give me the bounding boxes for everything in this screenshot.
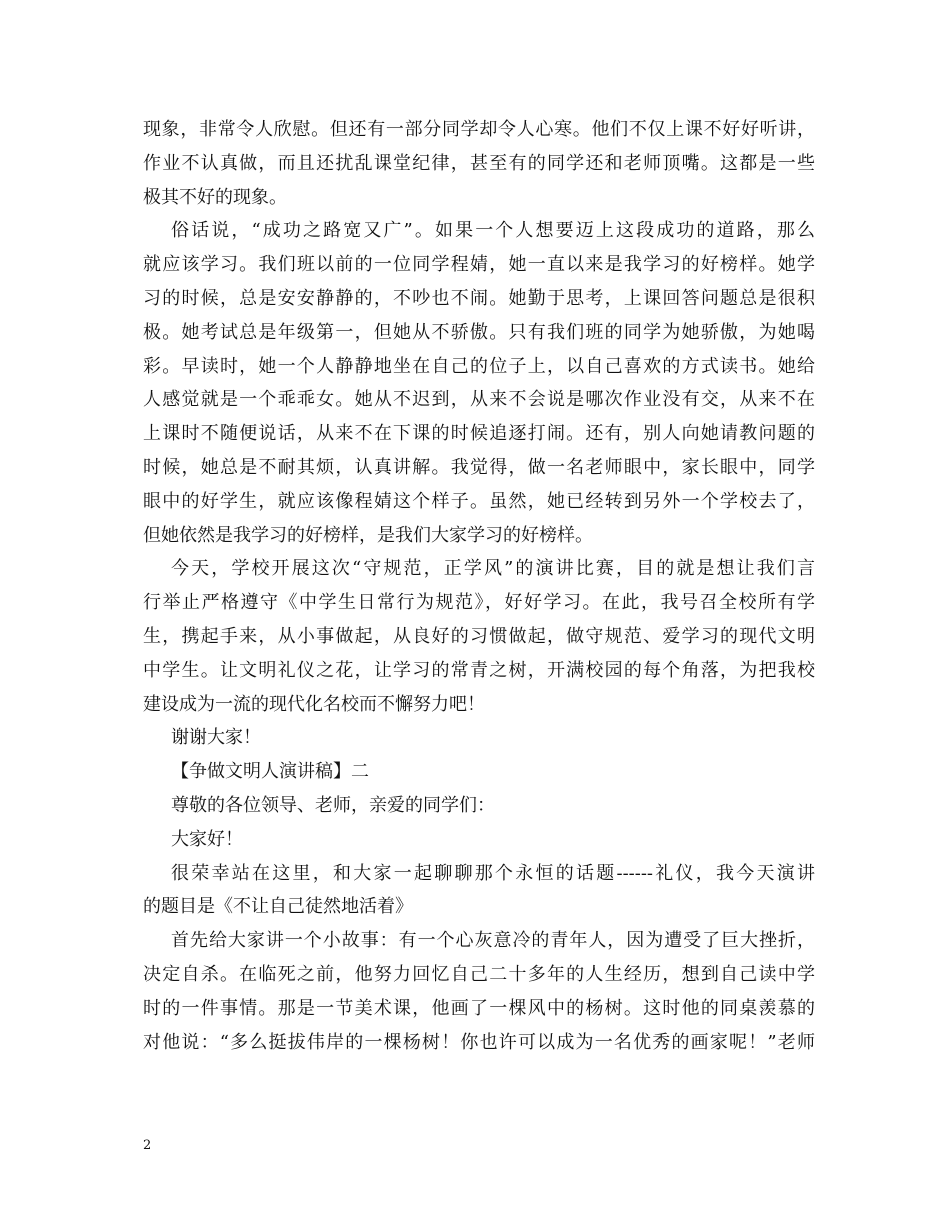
text-line: 人感觉就是一个乖乖女。她从不迟到，从来不会说是哪次作业没有交，从来不在 [143, 389, 815, 411]
text-line: 建设成为一流的现代化名校而不懈努力吧！ [143, 693, 485, 715]
text-line: 今天，学校开展这次“守规范，正学风”的演讲比赛，目的就是想让我们言 [171, 558, 815, 580]
text-line: 时的一件事情。那是一节美术课，他画了一棵风中的杨树。这时他的同桌羡慕的 [143, 997, 815, 1019]
text-line: 生，携起手来，从小事做起，从良好的习惯做起，做守规范、爱学习的现代文明 [143, 625, 815, 647]
text-line: 极其不好的现象。 [143, 186, 287, 208]
page-number: 2 [143, 1138, 152, 1153]
text-line: 的题目是《不让自己徒然地活着》 [143, 896, 413, 918]
text-line: 谢谢大家！ [171, 727, 261, 749]
text-line: 彩。早读时，她一个人静静地坐在自己的位子上，以自己喜欢的方式读书。她给 [143, 355, 815, 377]
body-text [143, 113, 815, 1059]
text-line: 俗话说，“成功之路宽又广”。如果一个人想要迈上这段成功的道路，那么 [171, 220, 815, 242]
text-line: 对他说：“多么挺拔伟岸的一棵杨树！你也许可以成为一名优秀的画家呢！”老师 [143, 1031, 815, 1053]
text-line: 现象，非常令人欣慰。但还有一部分同学却令人心寒。他们不仅上课不好好听讲， [143, 119, 815, 140]
text-line: 首先给大家讲一个小故事：有一个心灰意冷的青年人，因为遭受了巨大挫折， [171, 930, 815, 952]
text-line: 但她依然是我学习的好榜样，是我们大家学习的好榜样。 [143, 524, 593, 546]
text-line: 习的时候，总是安安静静的，不吵也不闹。她勤于思考，上课回答问题总是很积 [143, 287, 815, 309]
text-line: 中学生。让文明礼仪之花，让学习的常青之树，开满校园的每个角落，为把我校 [143, 659, 815, 681]
text-line: 眼中的好学生，就应该像程婧这个样子。虽然，她已经转到另外一个学校去了， [143, 490, 815, 512]
text-line: 决定自杀。在临死之前，他努力回忆自己二十多年的人生经历，想到自己读中学 [143, 963, 815, 985]
text-line: 大家好！ [171, 828, 243, 850]
text-line: 很荣幸站在这里，和大家一起聊聊那个永恒的话题------礼仪，我今天演讲 [171, 862, 815, 884]
text-line: 就应该学习。我们班以前的一位同学程婧，她一直以来是我学习的好榜样。她学 [143, 254, 815, 276]
text-line: 尊敬的各位领导、老师，亲爱的同学们： [171, 794, 495, 816]
text-line: 上课时不随便说话，从来不在下课的时候追逐打闹。还有，别人向她请教问题的 [143, 423, 815, 445]
text-line: 【争做文明人演讲稿】二 [171, 761, 369, 783]
text-line: 作业不认真做，而且还扰乱课堂纪律，甚至有的同学还和老师顶嘴。这都是一些 [143, 152, 815, 174]
text-line: 时候，她总是不耐其烦，认真讲解。我觉得，做一名老师眼中，家长眼中，同学 [143, 456, 815, 478]
text-line: 行举止严格遵守《中学生日常行为规范》，好好学习。在此，我号召全校所有学 [143, 592, 815, 614]
text-line: 极。她考试总是年级第一，但她从不骄傲。只有我们班的同学为她骄傲，为她喝 [143, 321, 815, 343]
